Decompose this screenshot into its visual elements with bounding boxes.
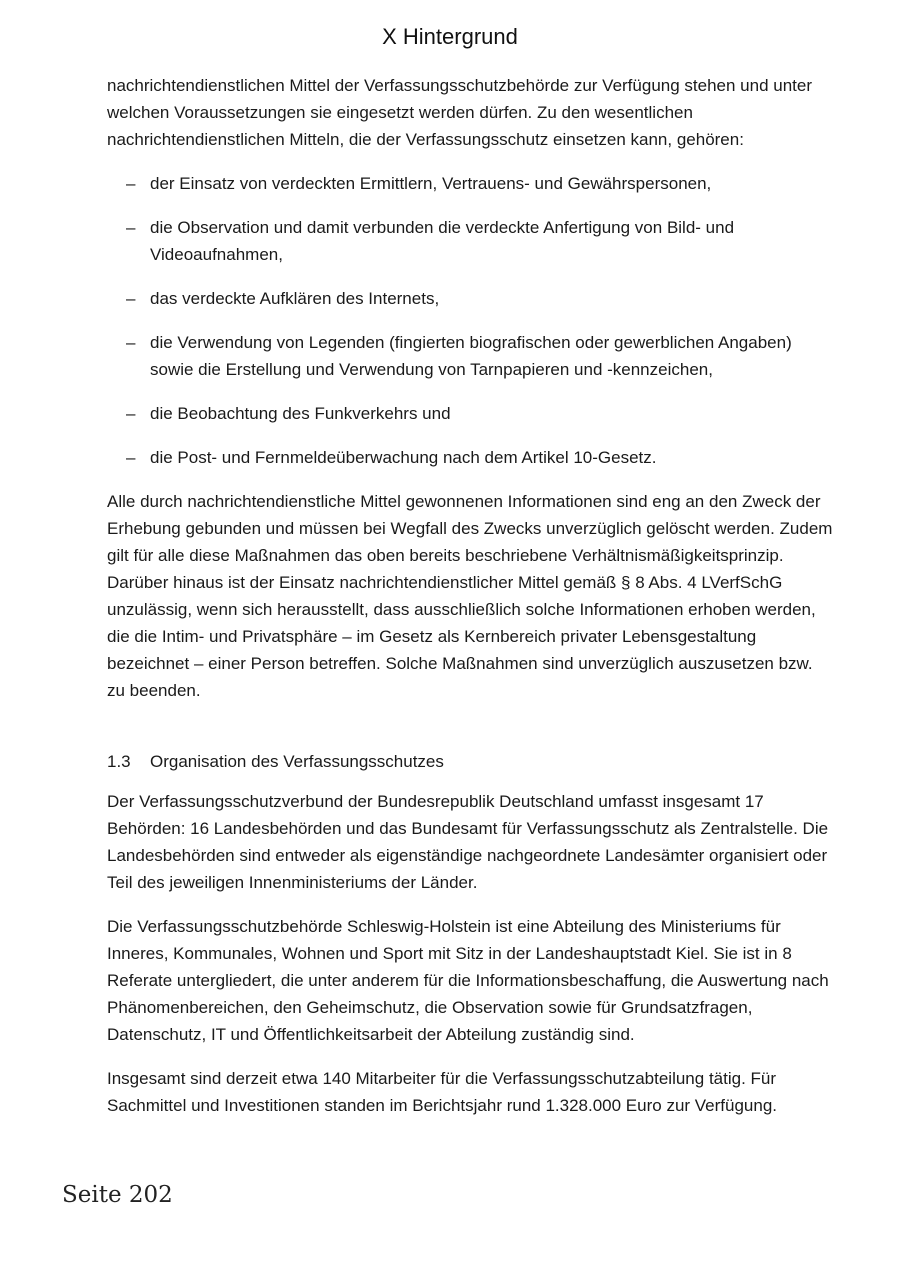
list-dash: – — [126, 333, 136, 352]
list-item — [107, 214, 835, 268]
section-paragraph: Insgesamt sind derzeit etwa 140 Mitarbeiter für die Verfassungsschutzabteilung tätig. Für Sachmittel und Investitionen standen im Berichtsjahr rund 1.328.000 Euro zur Verfügung. — [107, 1069, 778, 1115]
list-item-text: die Beobachtung des Funkverkehrs und — [150, 404, 451, 423]
list-item — [107, 329, 835, 383]
list-dash: – — [126, 289, 136, 308]
list-dash: – — [126, 174, 136, 193]
list-item-text: das verdeckte Aufklären des Internets, — [150, 289, 440, 308]
means-list — [107, 170, 835, 471]
list-dash: – — [126, 218, 136, 237]
section-number: 1.3 — [107, 752, 131, 771]
list-dash: – — [126, 448, 136, 467]
section-paragraph: Der Verfassungsschutzverbund der Bundesrepublik Deutschland umfasst insgesamt 17 Behörden: 16 Landesbehörden und das Bundesamt für Verfassungsschutz als Zentralstelle. Die Landesbehörden sind entweder als eigenständige nachgeordnete Landesämter organisiert oder Teil des jeweiligen Innenministeriums der Länder. — [107, 792, 829, 892]
list-item — [107, 400, 835, 427]
page-number: Seite 202 — [62, 1182, 173, 1208]
page-title: X Hintergrund — [382, 24, 518, 49]
list-item-text: die Post- und Fernmeldeüberwachung nach dem Artikel 10-Gesetz. — [150, 448, 657, 467]
list-item-text: der Einsatz von verdeckten Ermittlern, Vertrauens- und Gewährspersonen, — [150, 174, 712, 193]
list-item — [107, 170, 835, 197]
list-item — [107, 444, 835, 471]
section-heading — [107, 748, 835, 775]
section-title: Organisation des Verfassungsschutzes — [150, 752, 444, 771]
paragraph-after-list: Alle durch nachrichtendienstliche Mittel gewonnenen Informationen sind eng an den Zweck der Erhebung gebunden und müssen bei Wegfall des Zwecks unverzüglich gelöscht werden. Zudem gilt für alle diese Maßnahmen das oben bereits beschriebene Verhältnismäßigkeitsprinzip. Darüber hinaus ist der Einsatz nachrichtendienstlicher Mittel gemäß § 8 Abs. 4 LVerfSchG unzulässig, wenn sich herausstellt, dass ausschließlich solche Informationen erhoben werden, die die Intim- und Privatsphäre – im Gesetz als Kernbereich privater Lebensgestaltung bezeichnet – einer Person betreffen. Solche Maßnahmen sind unverzüglich auszusetzen bzw. zu beenden. — [107, 492, 833, 700]
list-item-text: die Observation und damit verbunden die verdeckte Anfertigung von Bild- und Videoaufnahmen, — [150, 218, 735, 264]
list-item-text: die Verwendung von Legenden (fingierten biografischen oder gewerblichen Angaben) sowie die Erstellung und Verwendung von Tarnpapieren und -kennzeichen, — [150, 333, 792, 379]
list-item — [107, 285, 835, 312]
section-paragraph: Die Verfassungsschutzbehörde Schleswig-Holstein ist eine Abteilung des Ministeriums für Inneres, Kommunales, Wohnen und Sport mit Sitz in der Landeshauptstadt Kiel. Sie ist in 8 Referate untergliedert, die unter anderem für die Informationsbeschaffung, die Auswertung nach Phänomenbereichen, den Geheimschutz, die Observation sowie für Grundsatzfragen, Datenschutz, IT und Öffentlichkeitsarbeit der Abteilung zuständig sind. — [107, 917, 829, 1044]
document-body — [107, 72, 835, 1136]
list-dash: – — [126, 404, 136, 423]
intro-paragraph: nachrichtendienstlichen Mittel der Verfassungsschutzbehörde zur Verfügung stehen und unter welchen Voraussetzungen sie eingesetzt werden dürfen. Zu den wesentlichen nachrichtendienstlichen Mitteln, die der Verfassungsschutz einsetzen kann, gehören: — [107, 76, 813, 149]
